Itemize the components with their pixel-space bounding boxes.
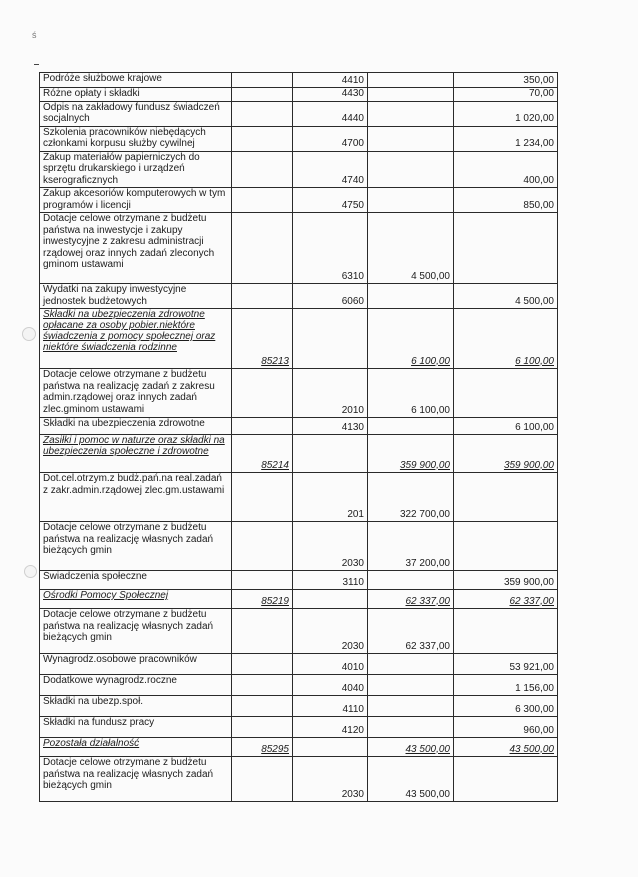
- table-row: [40, 717, 558, 738]
- row-expense: [454, 757, 558, 802]
- table-row: [40, 188, 558, 213]
- row-section: [232, 73, 293, 88]
- row-paragraph-text: 6060: [341, 295, 364, 307]
- table-row: [40, 675, 558, 696]
- row-paragraph: [293, 473, 368, 522]
- table-row: [40, 213, 558, 284]
- table-row: [40, 473, 558, 522]
- row-paragraph-text: 2030: [341, 788, 364, 800]
- table-row: [40, 435, 558, 473]
- row-paragraph-text: 4700: [341, 138, 364, 149]
- row-income: [368, 126, 454, 151]
- row-description-text: Dotacje celowe otrzymane z budżetu państwa na realizację zadań z zakresu admin.rządowej oraz innych zadań zlec.gminom ustawami: [43, 369, 215, 415]
- row-income: [368, 188, 454, 213]
- row-expense: [454, 675, 558, 696]
- row-section: [232, 717, 293, 738]
- row-expense-text: 6 300,00: [515, 703, 554, 715]
- row-section: [232, 435, 293, 473]
- row-description: [40, 309, 232, 369]
- row-section: [232, 309, 293, 369]
- table-row: [40, 73, 558, 88]
- row-description: [40, 675, 232, 696]
- row-description-text: Szkolenia pracowników niebędących członkami korpusu służby cywilnej: [43, 126, 206, 149]
- row-description-text: Wydatki na zakupy inwestycyjne jednostek budżetowych: [43, 284, 187, 307]
- row-expense: [454, 473, 558, 522]
- page-corner-mark: ś: [32, 30, 37, 40]
- row-income-text: 62 337,00: [405, 595, 450, 607]
- row-paragraph: [293, 435, 368, 473]
- row-expense-text: 62 337,00: [509, 595, 554, 607]
- row-income: [368, 654, 454, 675]
- row-paragraph: [293, 73, 368, 88]
- row-expense-text: 359 900,00: [503, 576, 554, 588]
- row-expense: [454, 418, 558, 435]
- row-description: [40, 654, 232, 675]
- row-income: [368, 418, 454, 435]
- row-income-text: 322 700,00: [399, 508, 450, 520]
- row-section: [232, 654, 293, 675]
- row-expense-text: 53 921,00: [509, 661, 554, 673]
- row-expense: [454, 88, 558, 102]
- row-description: [40, 188, 232, 213]
- row-section: [232, 473, 293, 522]
- table-row: [40, 571, 558, 590]
- row-paragraph: [293, 369, 368, 418]
- table-row: [40, 757, 558, 802]
- table-row: [40, 654, 558, 675]
- table-row: [40, 738, 558, 757]
- row-description-text: Różne opłaty i składki: [43, 88, 140, 99]
- table-row: [40, 101, 558, 126]
- row-description-text: Dotacje celowe otrzymane z budżetu państwa na inwestycje i zakupy inwestycyjne z zakresu administracji rządowej oraz innych zadań zleconych gminom ustawami: [43, 213, 215, 270]
- table-row: [40, 126, 558, 151]
- row-income-text: 43 500,00: [405, 743, 450, 755]
- row-expense: [454, 609, 558, 654]
- row-expense: [454, 738, 558, 757]
- row-paragraph-text: 4430: [341, 88, 364, 99]
- row-expense-text: 850,00: [523, 199, 554, 211]
- row-income: [368, 73, 454, 88]
- punch-hole: [24, 565, 37, 578]
- row-description: [40, 88, 232, 102]
- row-description-text: Dotacje celowe otrzymane z budżetu państwa na realizację własnych zadań bieżących gmin: [43, 609, 214, 643]
- row-expense-text: 1 156,00: [515, 682, 554, 694]
- row-description: [40, 757, 232, 802]
- row-section: [232, 188, 293, 213]
- row-paragraph-text: 4740: [341, 174, 364, 186]
- row-income: [368, 473, 454, 522]
- row-expense-text: 400,00: [523, 174, 554, 186]
- row-paragraph: [293, 757, 368, 802]
- row-expense: [454, 213, 558, 284]
- table-row: [40, 309, 558, 369]
- row-expense-text: 359 900,00: [503, 459, 554, 471]
- row-section: [232, 757, 293, 802]
- row-income-text: 359 900,00: [399, 459, 450, 471]
- table-row: [40, 696, 558, 717]
- row-paragraph-text: 4750: [341, 199, 364, 211]
- row-description-text: Składki na ubezpieczenia zdrowotne opłacane za osoby pobier.niektóre świadczenia z pomocy społecznej oraz niektóre świadczenia rodzinne: [43, 309, 216, 353]
- row-paragraph: [293, 418, 368, 435]
- table-row: [40, 88, 558, 102]
- row-income: [368, 151, 454, 188]
- row-section: [232, 213, 293, 284]
- row-description: [40, 609, 232, 654]
- row-paragraph-text: 4110: [342, 703, 364, 715]
- row-expense: [454, 284, 558, 309]
- row-paragraph-text: 201: [347, 508, 364, 520]
- row-section-text: 85213: [261, 355, 289, 367]
- row-expense: [454, 309, 558, 369]
- row-description-text: Zakup akcesoriów komputerowych w tym programów i licencji: [43, 188, 226, 211]
- row-description-text: Pozostała działalność: [43, 738, 140, 749]
- row-expense: [454, 654, 558, 675]
- row-income: [368, 309, 454, 369]
- row-description: [40, 284, 232, 309]
- row-paragraph-text: 2030: [341, 557, 364, 569]
- row-expense-text: 70,00: [528, 88, 554, 99]
- row-paragraph: [293, 88, 368, 102]
- row-section: [232, 418, 293, 435]
- row-description: [40, 738, 232, 757]
- row-description-text: Składki na ubezpieczenia zdrowotne: [43, 418, 205, 429]
- row-description: [40, 151, 232, 188]
- row-description: [40, 590, 232, 609]
- row-paragraph: [293, 188, 368, 213]
- row-paragraph: [293, 590, 368, 609]
- row-expense-text: 350,00: [523, 74, 554, 86]
- row-income: [368, 717, 454, 738]
- row-expense-text: 6 100,00: [515, 355, 554, 367]
- margin-dash: [34, 64, 39, 65]
- row-description-text: Dodatkowe wynagrodz.roczne: [43, 675, 177, 686]
- row-section: [232, 738, 293, 757]
- row-description: [40, 571, 232, 590]
- row-paragraph: [293, 717, 368, 738]
- row-expense: [454, 717, 558, 738]
- row-income-text: 37 200,00: [405, 557, 450, 569]
- row-description: [40, 522, 232, 571]
- row-section-text: 85219: [261, 595, 289, 607]
- row-description: [40, 73, 232, 88]
- row-description-text: Odpis na zakładowy fundusz świadczeń socjalnych: [43, 101, 220, 124]
- row-expense-text: 1 234,00: [515, 138, 554, 149]
- row-income: [368, 88, 454, 102]
- row-section: [232, 151, 293, 188]
- row-income-text: 62 337,00: [405, 640, 450, 652]
- row-description: [40, 696, 232, 717]
- row-description-text: Wynagrodz.osobowe pracowników: [43, 654, 197, 665]
- row-expense-text: 4 500,00: [515, 295, 554, 307]
- row-income: [368, 609, 454, 654]
- row-description: [40, 213, 232, 284]
- table-row: [40, 590, 558, 609]
- row-section-text: 85295: [261, 743, 289, 755]
- budget-table-body: [40, 73, 558, 802]
- row-section: [232, 126, 293, 151]
- row-description-text: Zakup materiałów papierniczych do sprzętu drukarskiego i urządzeń kserograficznych: [43, 151, 200, 186]
- row-description-text: Dot.cel.otrzym.z budż.pań.na real.zadań z zakr.admin.rządowej zlec.gm.ustawami: [43, 473, 225, 496]
- row-expense-text: 1 020,00: [515, 113, 554, 124]
- row-paragraph: [293, 675, 368, 696]
- row-income-text: 4 500,00: [411, 270, 450, 282]
- row-income-text: 6 100,00: [411, 404, 450, 416]
- row-expense: [454, 369, 558, 418]
- row-description-text: Składki na fundusz pracy: [43, 717, 155, 728]
- row-paragraph: [293, 738, 368, 757]
- row-section: [232, 590, 293, 609]
- row-section: [232, 284, 293, 309]
- row-section: [232, 571, 293, 590]
- row-income: [368, 757, 454, 802]
- table-row: [40, 609, 558, 654]
- row-section: [232, 675, 293, 696]
- row-paragraph-text: 4130: [341, 421, 364, 433]
- table-row: [40, 151, 558, 188]
- row-description: [40, 473, 232, 522]
- row-income: [368, 590, 454, 609]
- row-expense: [454, 101, 558, 126]
- row-description-text: Zasiłki i pomoc w naturze oraz składki na ubezpieczenia społeczne i zdrowotne: [43, 435, 225, 457]
- row-expense: [454, 590, 558, 609]
- row-paragraph-text: 2010: [341, 404, 364, 416]
- row-paragraph-text: 4010: [341, 661, 364, 673]
- row-paragraph-text: 4440: [341, 113, 364, 124]
- row-paragraph: [293, 696, 368, 717]
- row-expense: [454, 696, 558, 717]
- row-income-text: 6 100,00: [411, 355, 450, 367]
- row-section: [232, 101, 293, 126]
- row-section: [232, 696, 293, 717]
- row-income: [368, 101, 454, 126]
- row-expense-text: 6 100,00: [515, 421, 554, 433]
- row-income-text: 43 500,00: [405, 788, 450, 800]
- row-income: [368, 369, 454, 418]
- row-paragraph-text: 6310: [341, 270, 364, 282]
- punch-hole: [22, 327, 36, 341]
- row-expense: [454, 571, 558, 590]
- row-description: [40, 418, 232, 435]
- row-expense: [454, 188, 558, 213]
- row-paragraph-text: 4040: [341, 682, 364, 694]
- row-section: [232, 609, 293, 654]
- row-income: [368, 675, 454, 696]
- row-paragraph: [293, 126, 368, 151]
- row-section: [232, 369, 293, 418]
- row-expense: [454, 73, 558, 88]
- row-description-text: Dotacje celowe otrzymane z budżetu państwa na realizację własnych zadań bieżących gmin: [43, 522, 214, 556]
- row-paragraph-text: 3110: [342, 576, 364, 588]
- row-paragraph-text: 2030: [341, 640, 364, 652]
- row-description-text: Świadczenia społeczne: [43, 571, 147, 582]
- row-income: [368, 738, 454, 757]
- row-expense: [454, 435, 558, 473]
- table-row: [40, 369, 558, 418]
- row-paragraph: [293, 609, 368, 654]
- row-description: [40, 435, 232, 473]
- row-description: [40, 126, 232, 151]
- row-expense-text: 960,00: [523, 724, 554, 736]
- row-paragraph: [293, 654, 368, 675]
- row-paragraph: [293, 151, 368, 188]
- row-section: [232, 88, 293, 102]
- row-income: [368, 213, 454, 284]
- row-section-text: 85214: [261, 459, 289, 471]
- row-paragraph: [293, 309, 368, 369]
- row-income: [368, 696, 454, 717]
- row-paragraph: [293, 101, 368, 126]
- row-description: [40, 369, 232, 418]
- row-expense: [454, 126, 558, 151]
- row-income: [368, 435, 454, 473]
- row-paragraph-text: 4120: [341, 724, 364, 736]
- row-income: [368, 522, 454, 571]
- row-income: [368, 284, 454, 309]
- row-expense: [454, 522, 558, 571]
- row-paragraph: [293, 571, 368, 590]
- row-expense: [454, 151, 558, 188]
- row-paragraph-text: 4410: [341, 74, 364, 86]
- row-description: [40, 101, 232, 126]
- row-description-text: Dotacje celowe otrzymane z budżetu państwa na realizację własnych zadań bieżących gmin: [43, 757, 214, 791]
- row-paragraph: [293, 522, 368, 571]
- row-section: [232, 522, 293, 571]
- row-description-text: Ośrodki Pomocy Społecznej: [43, 590, 169, 601]
- row-description-text: Składki na ubezp.społ.: [43, 696, 144, 707]
- row-description: [40, 717, 232, 738]
- row-expense-text: 43 500,00: [509, 743, 554, 755]
- row-paragraph: [293, 213, 368, 284]
- table-row: [40, 522, 558, 571]
- row-income: [368, 571, 454, 590]
- row-paragraph: [293, 284, 368, 309]
- row-description-text: Podróże służbowe krajowe: [43, 73, 162, 84]
- budget-table: [39, 72, 558, 802]
- table-row: [40, 418, 558, 435]
- table-row: [40, 284, 558, 309]
